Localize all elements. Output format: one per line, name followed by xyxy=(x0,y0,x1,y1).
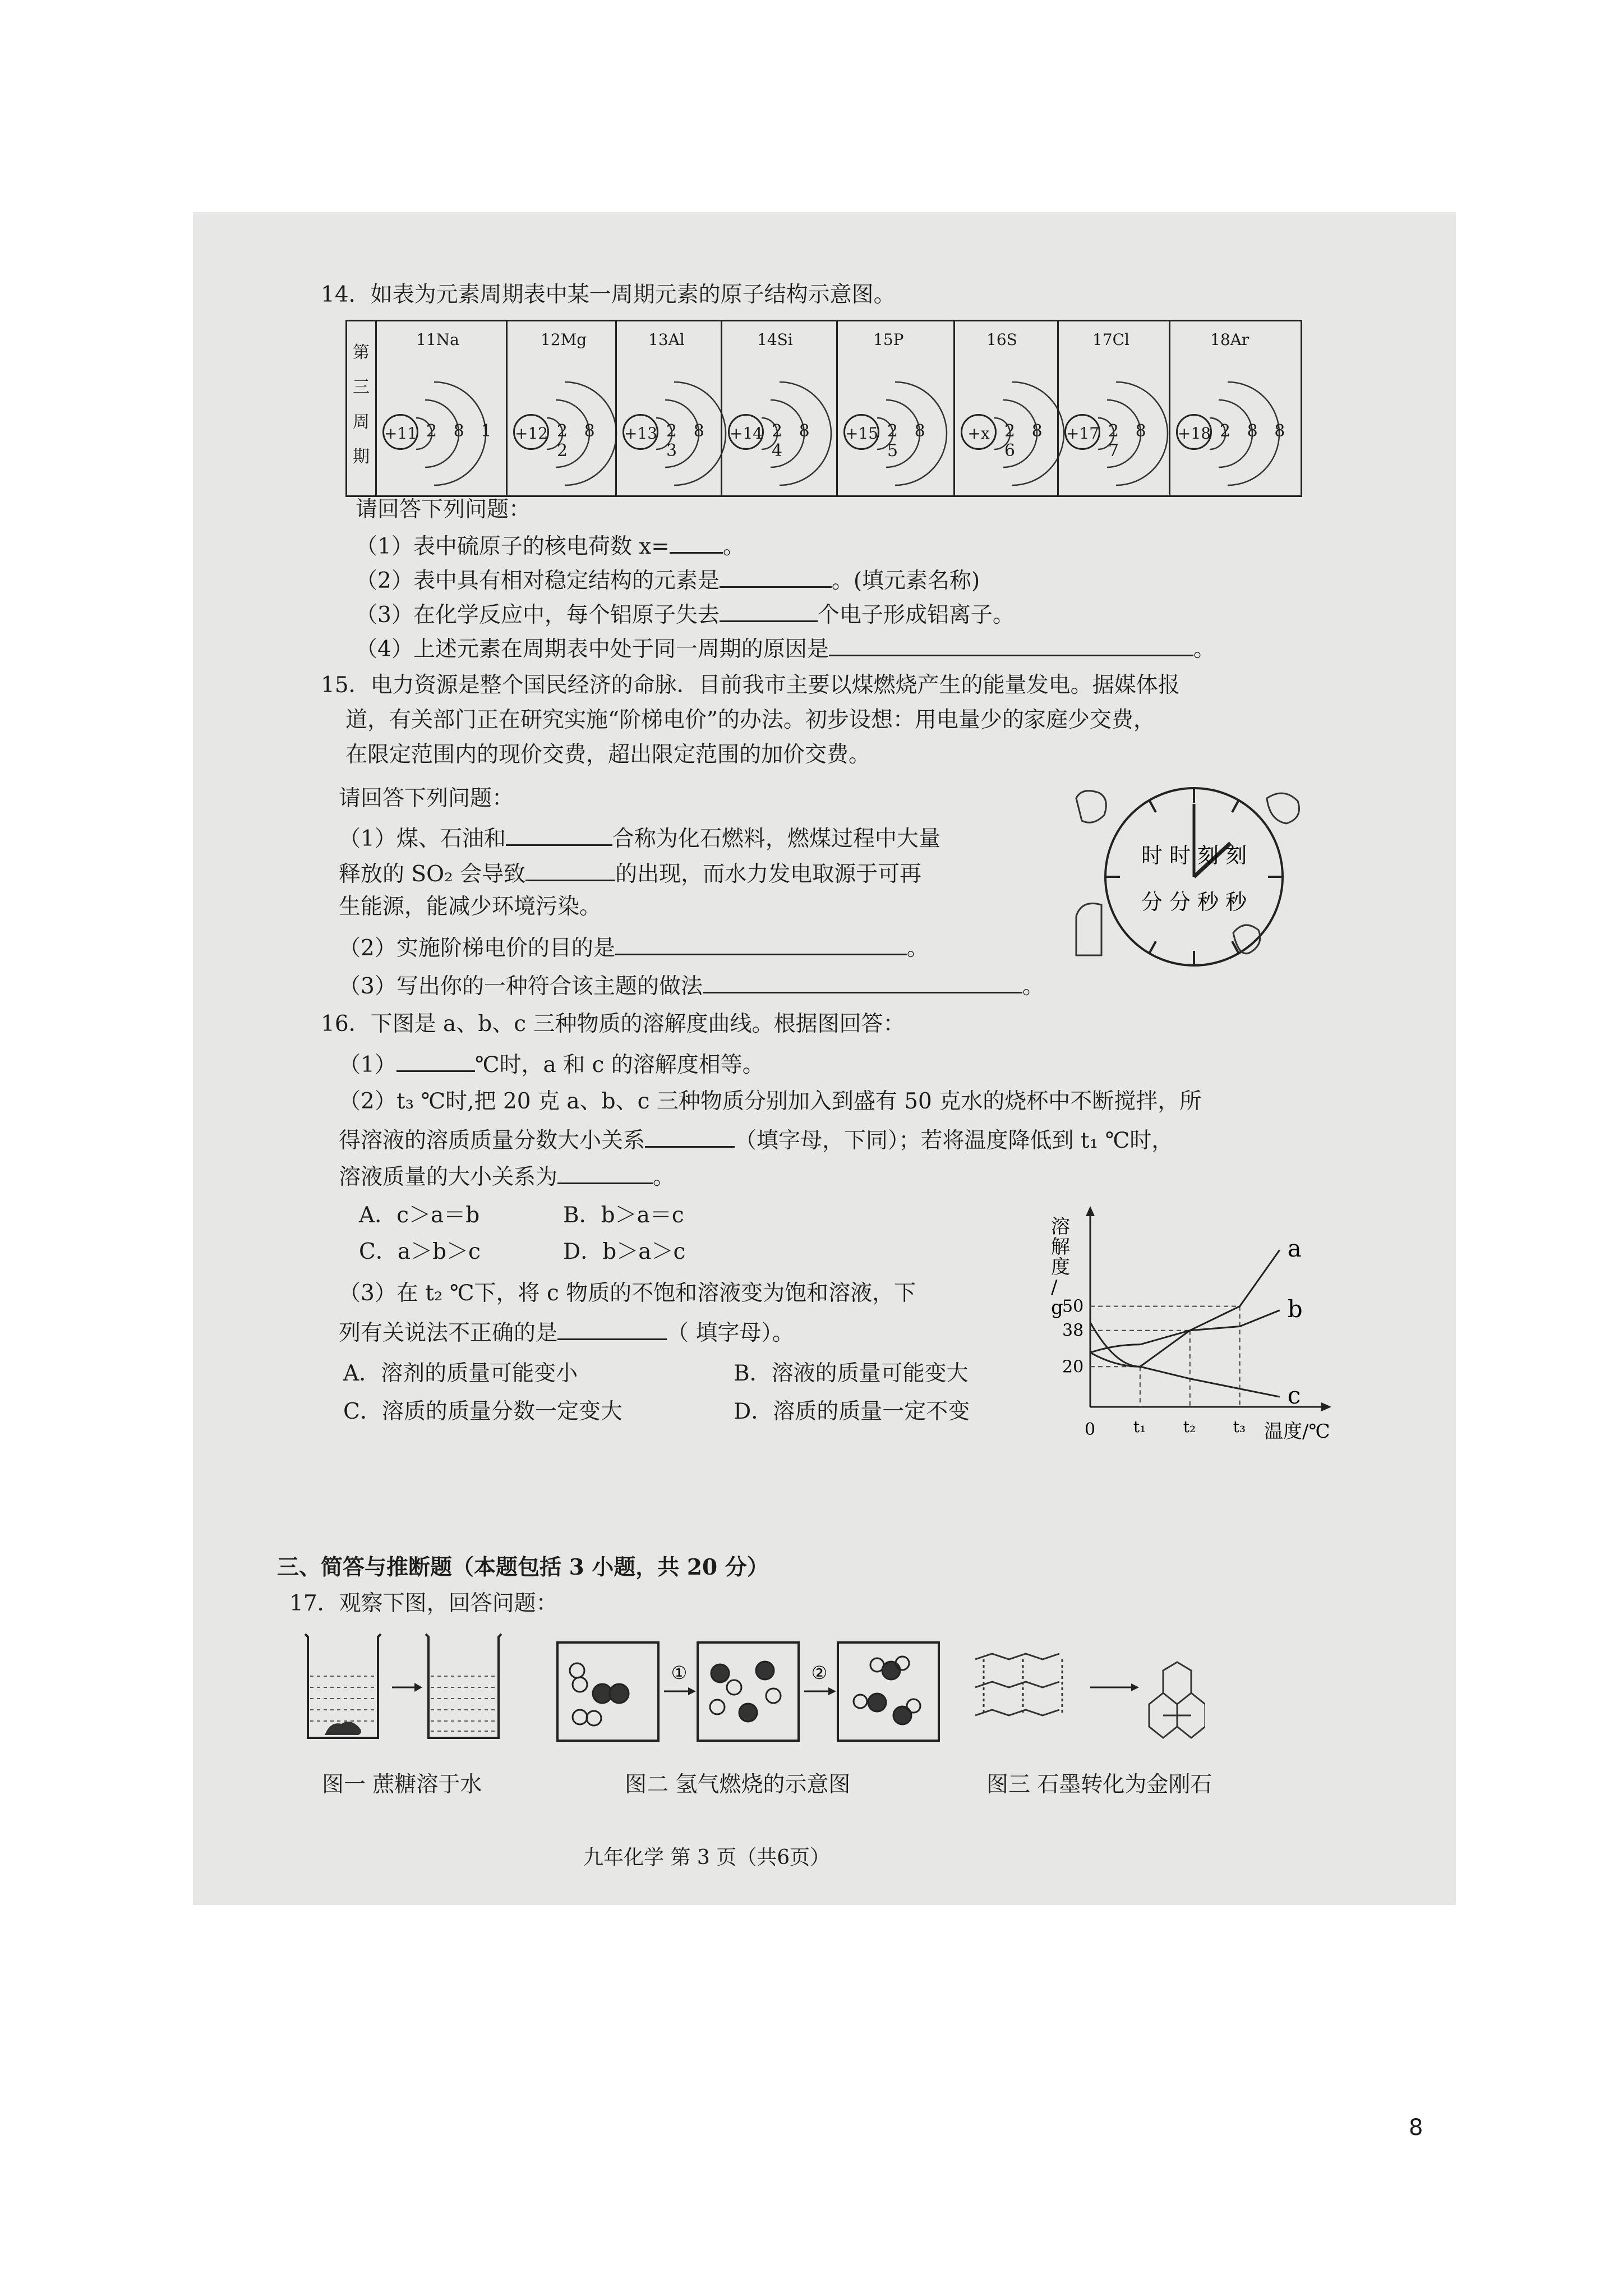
figure-graphite-to-diamond xyxy=(970,1642,1205,1749)
q16-sub2: （2）t₃ ℃时,把 20 克 a、b、c 三种物质分别加入到盛有 50 克水的烧杯中不断搅拌，所 xyxy=(339,1089,1202,1114)
q15-sub1-cont xyxy=(339,857,921,889)
element-name: 14Si xyxy=(757,330,793,349)
nucleus-circle: +x xyxy=(961,414,997,450)
answer-blank[interactable] xyxy=(525,857,615,881)
y-tick-label: 38 xyxy=(1062,1320,1084,1341)
q16-sub2-end xyxy=(339,1160,675,1192)
text: （1）表中硫原子的核电荷数 x= xyxy=(356,534,670,559)
step-2-label: ② xyxy=(811,1662,828,1683)
nucleus-circle: +11 xyxy=(382,414,418,450)
q16-opt3A: A．溶剂的质量可能变小 xyxy=(343,1361,578,1386)
text: （3）写出你的一种符合该主题的做法 xyxy=(339,974,703,999)
electron-counts: 2 8 1 xyxy=(426,421,497,441)
element-cell xyxy=(836,321,955,495)
electron-counts: 2 8 5 xyxy=(887,421,931,461)
q15-sub3 xyxy=(339,969,1044,1001)
text: （填字母，下同）；若将温度降低到 t₁ ℃时， xyxy=(735,1128,1174,1153)
nucleus-circle: +14 xyxy=(728,414,764,450)
arrow-3-head xyxy=(1131,1683,1139,1691)
element-name: 17Cl xyxy=(1092,330,1130,349)
y-tick-label: 20 xyxy=(1062,1357,1084,1377)
element-cell xyxy=(1169,321,1302,495)
q14-sub2 xyxy=(356,564,980,596)
q14-title: 14．如表为元素周期表中某一周期元素的原子结构示意图。 xyxy=(321,282,896,307)
x-tick-label: t₁ xyxy=(1133,1418,1146,1436)
q14-sub3 xyxy=(356,598,1015,630)
electron-counts: 2 8 3 xyxy=(666,421,710,461)
answer-blank[interactable] xyxy=(720,564,832,588)
fig2-caption: 图二 氢气燃烧的示意图 xyxy=(625,1772,851,1797)
q16-optC: C．a＞b＞c xyxy=(359,1239,481,1264)
electron-counts: 2 8 2 xyxy=(557,421,601,461)
periodic-table xyxy=(345,320,1302,497)
q16-opt3B: B．溶液的质量可能变大 xyxy=(734,1361,969,1386)
period-char: 期 xyxy=(353,447,370,467)
element-name: 11Na xyxy=(416,330,459,349)
period-char: 第 xyxy=(353,343,370,362)
exam-sheet xyxy=(193,212,1456,1905)
series-c-label: c xyxy=(1287,1382,1301,1410)
series-a-label: a xyxy=(1287,1235,1302,1263)
nucleus-circle: +15 xyxy=(843,414,879,450)
page-footer: 九年化学 第 3 页（共6页） xyxy=(583,1846,831,1869)
figure-sugar-dissolving xyxy=(302,1631,527,1755)
fig1-caption: 图一 蔗糖溶于水 xyxy=(322,1772,482,1797)
page-number: 8 xyxy=(1409,2115,1423,2141)
element-cell xyxy=(506,321,617,495)
origin-label: 0 xyxy=(1085,1420,1096,1439)
sugar-pile xyxy=(325,1722,361,1735)
q16-sub3: （3）在 t₂ ℃下，将 c 物质的不饱和溶液变为饱和溶液，下 xyxy=(339,1281,916,1306)
text: 列有关说法不正确的是 xyxy=(339,1320,558,1346)
water-lines xyxy=(310,1676,496,1731)
element-cell xyxy=(375,321,508,495)
text: （2）表中具有相对稳定结构的元素是 xyxy=(356,568,720,593)
q16-sub2-cont xyxy=(339,1124,1173,1156)
text: 释放的 SO₂ 会导致 xyxy=(339,862,526,887)
element-cell xyxy=(615,321,722,495)
period-char: 三 xyxy=(353,378,370,397)
text: 个电子形成铝离子。 xyxy=(817,602,1015,628)
text: 。 xyxy=(1193,637,1215,662)
q16-sub1 xyxy=(339,1048,764,1080)
element-name: 13Al xyxy=(648,330,685,349)
q14-sub4 xyxy=(356,632,1215,664)
x-axis-arrow xyxy=(1321,1402,1331,1411)
electron-counts: 2 8 8 xyxy=(1220,421,1291,441)
arrow-1-head xyxy=(688,1687,696,1695)
element-cell xyxy=(1057,321,1170,495)
q16-optB: B．b＞a＝c xyxy=(563,1203,684,1228)
text: 。 xyxy=(653,1165,675,1190)
text: 。 xyxy=(1022,974,1044,999)
x-tick-label: t₃ xyxy=(1233,1418,1246,1436)
q16-opt3C: C．溶质的质量分数一定变大 xyxy=(343,1399,623,1424)
nucleus-circle: +18 xyxy=(1176,414,1212,450)
clock-illustration xyxy=(1065,781,1312,983)
series-a-curve xyxy=(1090,1250,1280,1366)
nucleus-circle: +13 xyxy=(623,414,658,450)
answer-blank[interactable] xyxy=(396,1048,475,1072)
nucleus-circle: +17 xyxy=(1064,414,1100,450)
text: 。 xyxy=(906,936,929,961)
diamond-structure xyxy=(1149,1662,1205,1738)
text: （2）实施阶梯电价的目的是 xyxy=(339,936,615,961)
answer-blank[interactable] xyxy=(615,931,907,955)
element-name: 12Mg xyxy=(541,330,587,349)
text: 。 xyxy=(722,534,745,559)
answer-blank[interactable] xyxy=(557,1316,667,1340)
text: 合称为化石燃料，燃煤过程中大量 xyxy=(612,826,940,852)
y-axis-arrow xyxy=(1086,1206,1095,1216)
electron-counts: 2 8 6 xyxy=(1004,421,1048,461)
text: 溶液质量的大小关系为 xyxy=(339,1165,558,1190)
q15-sub1 xyxy=(339,822,940,854)
text: 。(填元素名称) xyxy=(831,568,980,593)
q15-line3: 在限定范围内的现价交费，超出限定范围的加价交费。 xyxy=(345,742,871,767)
answer-blank[interactable] xyxy=(703,969,1022,993)
element-name: 16S xyxy=(986,330,1017,349)
clock-bottom-text: 分 分 秒 秒 xyxy=(1141,890,1247,914)
arrow-2-head xyxy=(828,1687,836,1695)
figure-hydrogen-combustion xyxy=(555,1640,958,1746)
q15-line1: 15．电力资源是整个国民经济的命脉．目前我市主要以煤燃烧产生的能量发电。据媒体报 xyxy=(321,673,1180,698)
answer-blank[interactable] xyxy=(506,822,612,846)
q16-line1: 16．下图是 a、b、c 三种物质的溶解度曲线。根据图回答： xyxy=(321,1011,905,1037)
answer-blank[interactable] xyxy=(720,598,818,622)
q16-optA: A．c＞a＝b xyxy=(359,1203,480,1228)
text: （ 填字母）。 xyxy=(667,1320,794,1346)
arrow-head xyxy=(414,1683,422,1692)
step-1-label: ① xyxy=(671,1662,688,1683)
fig3-caption: 图三 石墨转化为金刚石 xyxy=(986,1772,1212,1797)
q17-title: 17．观察下图，回答问题： xyxy=(289,1591,558,1616)
text: （4）上述元素在周期表中处于同一周期的原因是 xyxy=(356,637,829,662)
beaker-left xyxy=(305,1634,381,1738)
text: 得溶液的溶质质量分数大小关系 xyxy=(339,1128,645,1153)
clock-top-text: 时 时 刻 刻 xyxy=(1141,843,1247,868)
q14-prompt: 请回答下列问题： xyxy=(356,497,531,522)
q16-opt3D: D．溶质的质量一定不变 xyxy=(734,1399,970,1424)
element-name: 15P xyxy=(873,330,904,349)
graphite-layers xyxy=(975,1654,1062,1715)
q15-sub2 xyxy=(339,931,929,963)
text: 的出现，而水力发电取源于可再 xyxy=(615,862,922,887)
electron-counts: 2 8 7 xyxy=(1108,421,1152,461)
solubility-chart xyxy=(1040,1199,1343,1446)
period-char: 周 xyxy=(353,412,370,432)
text: ℃时，a 和 c 的溶解度相等。 xyxy=(474,1052,764,1078)
nucleus-circle: +12 xyxy=(513,414,549,450)
q16-sub3-cont xyxy=(339,1316,794,1348)
element-name: 18Ar xyxy=(1210,330,1249,349)
text: （1） xyxy=(339,1052,396,1078)
q15-sub1-end: 生能源，能减少环境污染。 xyxy=(339,894,602,919)
box-products xyxy=(838,1642,939,1741)
answer-blank[interactable] xyxy=(829,632,1193,656)
section-3-heading: 三、简答与推断题（本题包括 3 小题，共 20 分） xyxy=(277,1554,769,1580)
answer-blank[interactable] xyxy=(645,1124,735,1148)
element-cell xyxy=(721,321,838,495)
text: （1）煤、石油和 xyxy=(339,826,506,852)
q14-sub1 xyxy=(356,530,745,562)
q15-line2: 道，有关部门正在研究实施“阶梯电价”的办法。初步设想：用电量少的家庭少交费， xyxy=(345,707,1155,733)
q15-prompt: 请回答下列问题： xyxy=(339,786,514,811)
series-b-curve xyxy=(1090,1310,1280,1352)
answer-blank[interactable] xyxy=(670,530,723,554)
x-axis-label: 温度/℃ xyxy=(1264,1420,1330,1443)
beaker-right xyxy=(426,1634,501,1738)
y-axis-label: 溶解度/ g xyxy=(1051,1216,1070,1319)
element-cell xyxy=(953,321,1059,495)
series-b-label: b xyxy=(1287,1295,1303,1323)
x-tick-label: t₂ xyxy=(1183,1418,1196,1436)
text: （3）在化学反应中，每个铝原子失去 xyxy=(356,602,720,628)
electron-counts: 2 8 4 xyxy=(772,421,815,461)
q16-optD: D．b＞a＞c xyxy=(563,1239,686,1264)
y-tick-label: 50 xyxy=(1062,1296,1084,1317)
box-atoms xyxy=(698,1642,799,1741)
answer-blank[interactable] xyxy=(557,1160,653,1184)
period-label xyxy=(347,321,375,495)
